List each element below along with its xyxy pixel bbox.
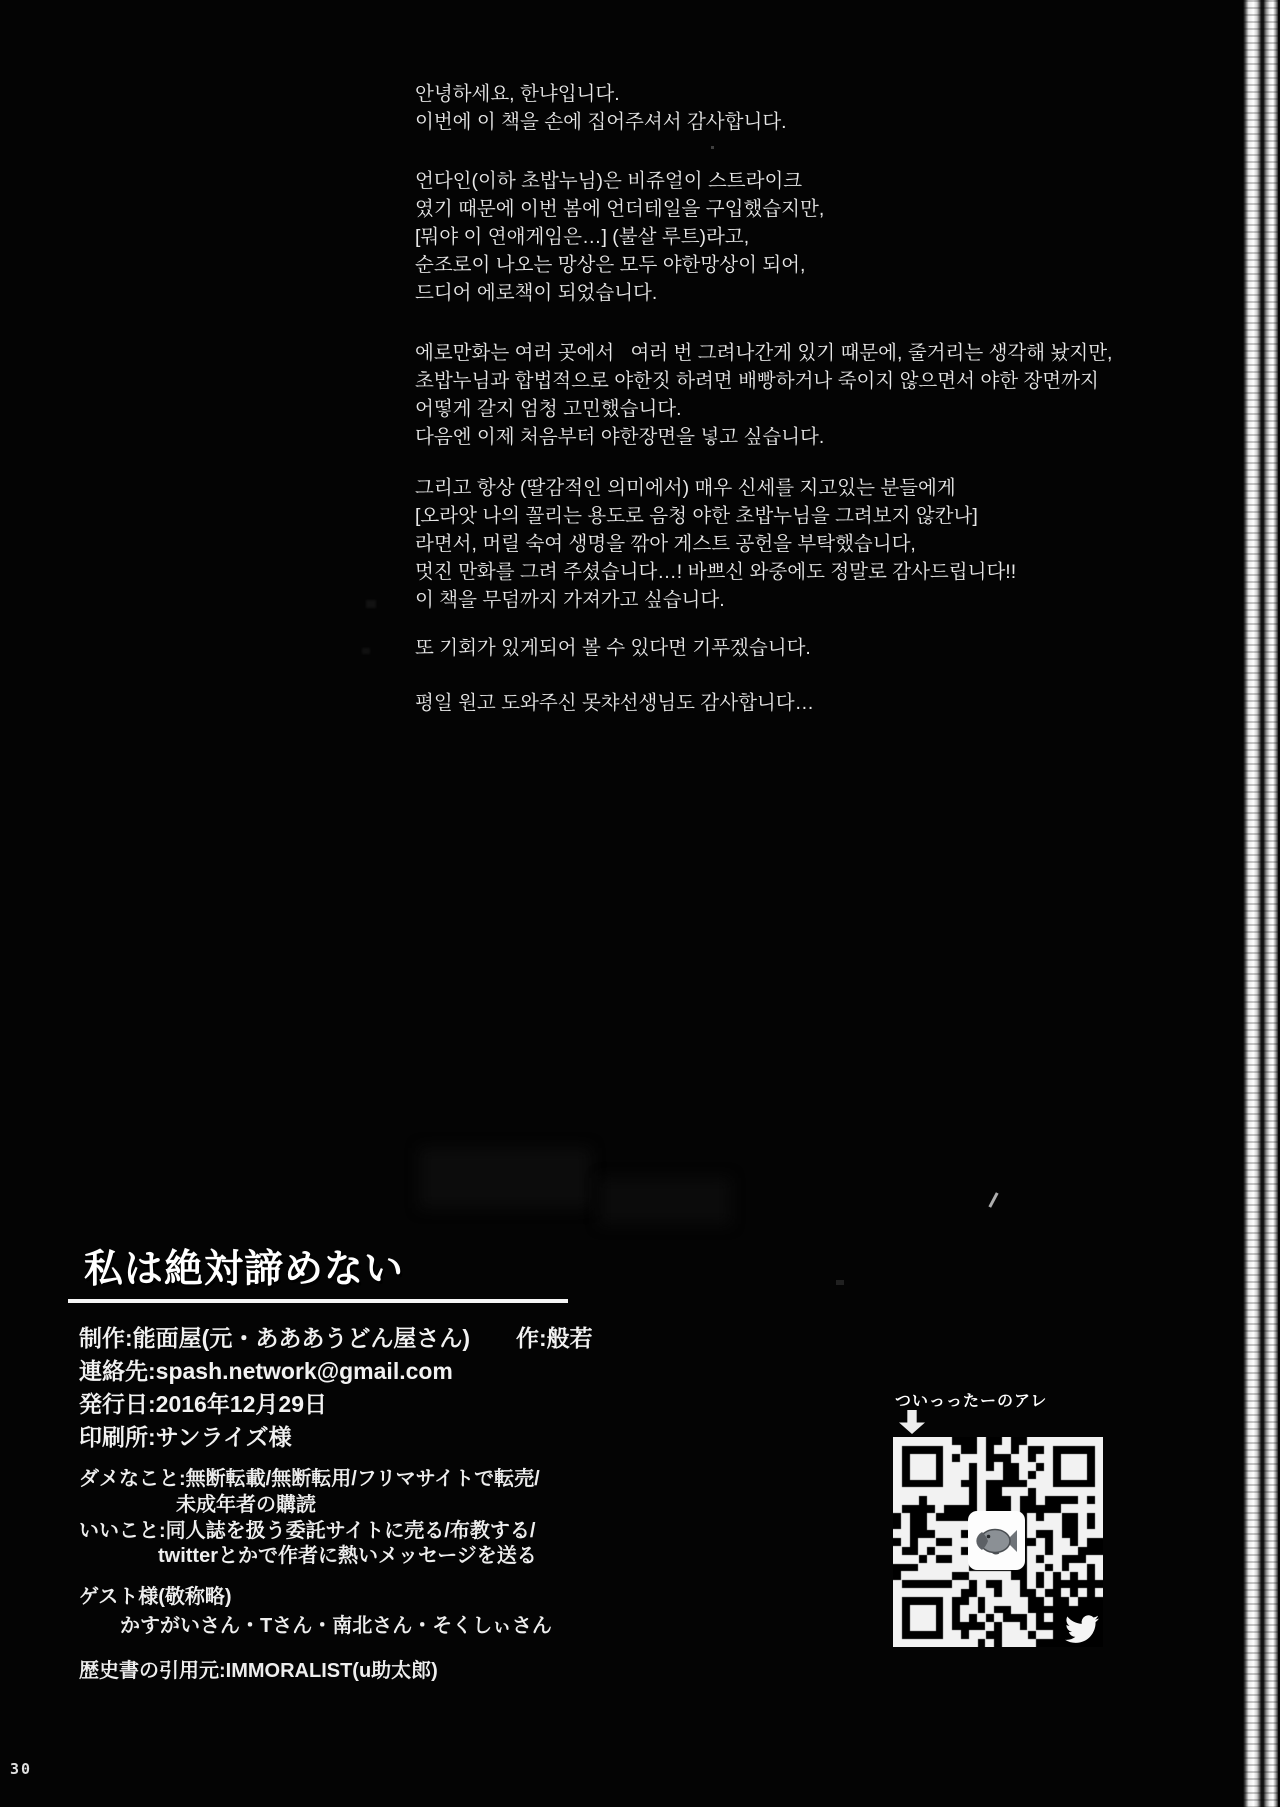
afterword-line: 초밥누님과 합법적으로 야한짓 하려면 배빵하거나 죽이지 않으면서 야한 장면까지: [415, 370, 1099, 392]
book-edge-scan-band: [1243, 0, 1278, 1807]
down-arrow-icon: [899, 1410, 925, 1434]
afterword-line: 이 책을 무덤까지 가져가고 싶습니다.: [415, 589, 725, 611]
rule-forbidden-cont: 未成年者の購読: [176, 1494, 316, 1516]
colophon-production: 制作:能面屋(元・あああうどん屋さん) 作:般若: [79, 1325, 593, 1351]
scan-dust: [366, 600, 376, 608]
qr-center-plate: [968, 1511, 1025, 1570]
afterword-paragraph: [415, 474, 1016, 614]
guests-names: かすがいさん・Tさん・南北さん・そくしぃさん: [120, 1615, 552, 1637]
scan-scratch: [988, 1192, 998, 1208]
afterword-line: 멋진 만화를 그려 주셨습니다…! 바쁘신 와중에도 정말로 감사드립니다!!: [415, 561, 1017, 583]
title-underline: [68, 1299, 568, 1303]
afterword-paragraph: [415, 339, 1112, 451]
afterword-paragraph: [415, 80, 787, 136]
colophon-printer: 印刷所:サンライズ様: [79, 1424, 292, 1450]
scan-dust: [836, 1280, 844, 1285]
scan-dust: [362, 648, 370, 654]
afterword-paragraph: [415, 634, 811, 662]
afterword-line: 순조로이 나오는 망상은 모두 야한망상이 되어,: [415, 254, 806, 276]
afterword-line: 평일 원고 도와주신 못챠선생님도 감사합니다…: [415, 692, 815, 714]
afterword-line: 안녕하세요, 한냐입니다.: [415, 83, 620, 105]
afterword-paragraph: [415, 689, 814, 717]
guests-heading: ゲスト様(敬称略): [79, 1586, 232, 1608]
twitter-bird-icon: [1063, 1611, 1101, 1645]
scan-dust: [711, 146, 714, 149]
scan-artifact: [600, 1178, 730, 1224]
colophon-contact-email: 連絡先:spash.network@gmail.com: [79, 1358, 453, 1384]
afterword-line: 에로만화는 여러 곳에서 여러 번 그려나간게 있기 때문에, 줄거리는 생각해 놨지만,: [415, 342, 1113, 364]
twitter-qr-label: ついっったーのアレ: [895, 1391, 1048, 1410]
rule-forbidden: ダメなこと:無断転載/無断転用/フリマサイトで転売/: [79, 1468, 540, 1490]
book-title: 私は絶対諦めない: [84, 1248, 405, 1291]
rule-allowed-cont: twitterとかで作者に熱いメッセージを送る: [158, 1545, 537, 1567]
rule-allowed: いいこと:同人誌を扱う委託サイトに売る/布教する/: [79, 1520, 536, 1542]
afterword-line: [뭐야 이 연애게임은…] (불살 루트)라고,: [415, 226, 750, 248]
taiyaki-fish-icon: [976, 1525, 1018, 1557]
afterword-line: 다음엔 이제 처음부터 야한장면을 넣고 싶습니다.: [415, 426, 825, 448]
scan-artifact: [420, 1148, 590, 1208]
quote-source: 歴史書の引用元:IMMORALIST(u助太郎): [79, 1660, 438, 1682]
afterword-line: 라면서, 머릴 숙여 생명을 깎아 게스트 공헌을 부탁했습니다,: [415, 533, 916, 555]
afterword-line: 어떻게 갈지 엄청 고민했습니다.: [415, 398, 682, 420]
afterword-paragraph: [415, 167, 824, 307]
afterword-line: 언다인(이하 초밥누님)은 비쥬얼이 스트라이크: [415, 170, 803, 192]
afterword-line: 그리고 항상 (딸감적인 의미에서) 매우 신세를 지고있는 분들에게: [415, 477, 956, 499]
afterword-line: 였기 때문에 이번 봄에 언더테일을 구입했습지만,: [415, 198, 825, 220]
afterword-line: [오라앗 나의 꼴리는 용도로 음청 야한 초밥누님을 그려보지 않칸나]: [415, 505, 978, 527]
afterword-line: 이번에 이 책을 손에 집어주셔서 감사합니다.: [415, 111, 787, 133]
page-number: 30: [10, 1760, 33, 1778]
afterword-line: 또 기회가 있게되어 볼 수 있다면 기푸겠습니다.: [415, 637, 811, 659]
colophon-publish-date: 発行日:2016年12月29日: [79, 1391, 327, 1417]
afterword-line: 드디어 에로책이 되었습니다.: [415, 282, 658, 304]
